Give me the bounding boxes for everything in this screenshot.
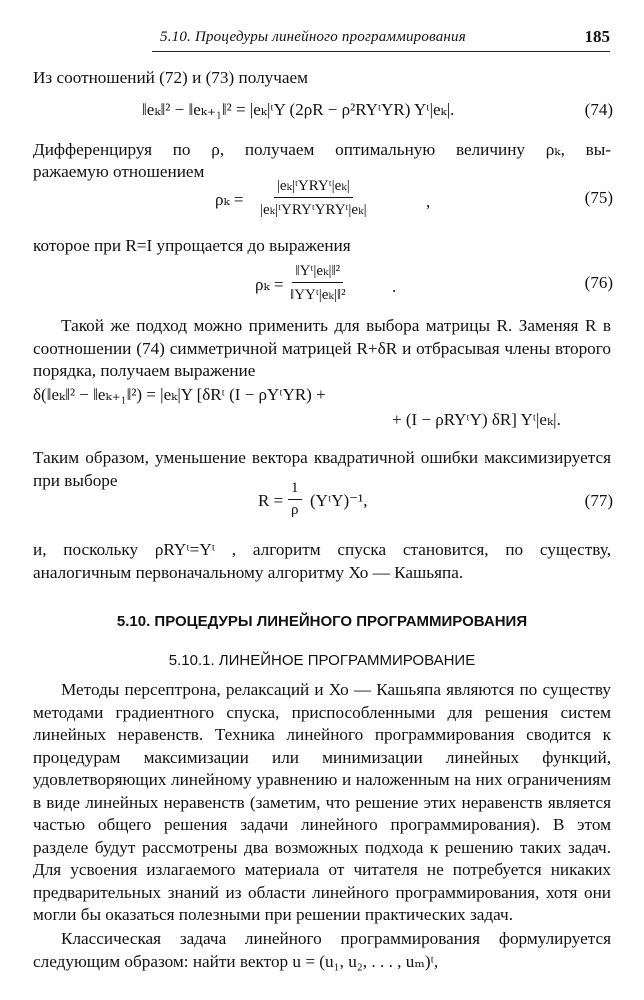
equation-75-numerator: |eₖ|ᵗYRYᵗ|eₖ| [274,176,353,198]
equation-77-denominator: ρ [291,502,299,518]
equation-75-denominator: |eₖ|ᵗYRYᵗYRYᵗ|eₖ| [260,202,367,218]
subsection-title: 5.10.1. ЛИНЕЙНОЕ ПРОГРАММИРОВАНИЕ [168,652,476,669]
equation-77-numerator: 1 [288,480,302,500]
equation-76-numerator: ‖Yᵗ|eₖ|‖² [292,261,343,283]
text-line-2: Дифференцируя по ρ, получаем оптимальную величину ρₖ, вы- [33,140,611,159]
equation-77-lhs: R = [258,491,284,510]
paragraph-descent-algorithm: и, поскольку ρRYᵗ=Yᵗ , алгоритм спуска становится, по существу, аналогичным первоначальному алгоритму Хо — Кашьяпа. [33,540,611,582]
equation-number-76: (76) [584,273,613,292]
equation-number-75: (75) [584,188,613,207]
equation-76-lhs: ρₖ = [255,275,284,294]
paragraph-linear-programming-intro: Методы персептрона, релаксаций и Хо — Кашьяпа являются по существу методами градиентного спуска, приспособленными для решения систем линейных неравенств. Техника линейного программирования сводится к процедурам максимизации или минимизации линейных функций, удовлетворяющих линейному уравнению и наложенным на них ограничениям в виде линейных неравенств (заметим, что решение этих неравенств является частью общего решения задачи линейного программирования). В этом разделе будут рассмотрены два возможных подхода к решению таких задач. Для усвоения излагаемого материала от читателя не потребуется никаких предварительных знаний из области линейного программирования, хотя они могли бы оказаться полезными при решении практических задач. [33,680,611,924]
text-line-4: которое при R=I упрощается до выражения [33,236,351,255]
equation-delta-line-2: + (I − ρRYᵗY) δR] Yᵗ|eₖ|. [392,410,561,429]
paragraph-maximization: Таким образом, уменьшение вектора квадратичной ошибки максимизируется при выборе [33,448,611,490]
equation-76-tail: . [392,277,397,296]
equation-77-fraction [288,480,302,519]
equation-delta-line-1: δ(‖eₖ‖² − ‖eₖ₊₁‖²) = |eₖ|Y [δRᵗ (I − ρYᵗYR) + [33,385,326,404]
equation-77-rhs: (YᵗY)⁻¹, [310,491,368,510]
equation-75-lhs: ρₖ = [215,190,244,209]
equation-75-fraction [257,176,370,219]
section-title: 5.10. ПРОЦЕДУРЫ ЛИНЕЙНОГО ПРОГРАММИРОВАНИЯ [116,613,528,630]
equation-number-74: (74) [584,100,613,119]
page-number: 185 [584,27,610,46]
running-title: 5.10. Процедуры линейного программирования [160,29,466,45]
text-line-3: ражаемую отношением [33,162,205,181]
paragraph-classical-problem: Классическая задача линейного программирования формулируется следующим образом: найти вектор u = (u₁, u₂, . . . , uₘ)ᵗ, [33,929,611,971]
equation-76-denominator: ‖YYᵗ|eₖ|‖² [290,287,346,303]
paragraph-matrix-choice: Такой же подход можно применить для выбора матрицы R. Заменяя R в соотношении (74) симметричной матрицей R+δR и отбрасывая члены второго порядка, получаем выражение [33,316,611,380]
equation-number-77: (77) [584,491,613,510]
equation-74: ‖eₖ‖² − ‖eₖ₊₁‖² = |eₖ|ᵗY (2ρR − ρ²RYᵗYR) Yᵗ|eₖ|. [142,100,455,119]
running-header [152,27,610,52]
equation-76-fraction [287,261,349,304]
text-line-1: Из соотношений (72) и (73) получаем [33,68,309,87]
equation-75-tail: , [426,192,431,211]
